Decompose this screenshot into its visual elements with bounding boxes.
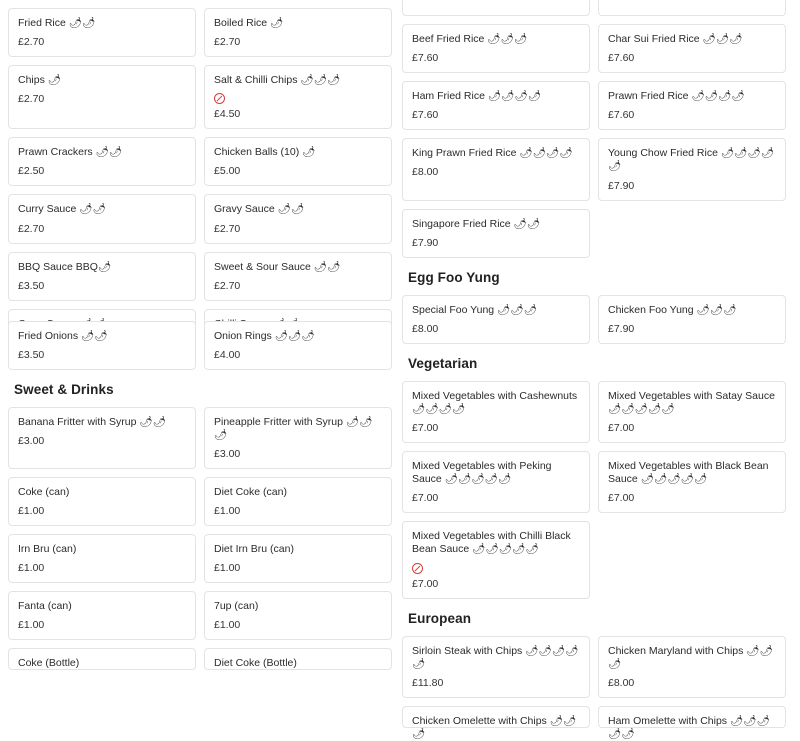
- menu-item-price: £2.70: [18, 222, 45, 235]
- menu-item-price: £7.60: [608, 109, 635, 122]
- section-title-european: European: [408, 610, 472, 626]
- menu-item-price: £2.70: [214, 36, 241, 49]
- left-menu-column: [0, 0, 400, 670]
- menu-item-name: Mixed Vegetables with Black Bean Sauce 🌶🌶🌶🌶🌶: [608, 460, 769, 486]
- menu-item-name: Prawn Fried Rice 🌶🌶🌶🌶: [608, 90, 745, 103]
- menu-item-name: 7up (can): [214, 600, 259, 613]
- fried-rice-grid: [402, 0, 792, 258]
- menu-item-card[interactable]: [402, 138, 590, 200]
- menu-item-card[interactable]: [204, 137, 392, 186]
- menu-item-price: £7.60: [412, 52, 439, 65]
- menu-item-name: Irn Bru (can): [18, 543, 77, 556]
- vegetarian-icon: [412, 563, 423, 574]
- menu-item-name: Beef Fried Rice 🌶🌶🌶: [412, 33, 528, 45]
- menu-item-card[interactable]: [8, 8, 196, 57]
- menu-item-price: £7.90: [608, 322, 635, 335]
- menu-item-price: £7.60: [412, 109, 439, 122]
- vegetarian-grid: [402, 381, 792, 599]
- menu-item-card[interactable]: [402, 381, 590, 443]
- menu-item-name: Young Chow Fried Rice 🌶🌶🌶🌶🌶: [608, 147, 775, 173]
- menu-item-name: Sweet & Sour Sauce 🌶🌶: [214, 260, 341, 273]
- menu-item-price: £7.90: [412, 236, 439, 249]
- menu-item-price: £7.00: [412, 577, 439, 590]
- menu-item-card[interactable]: [598, 451, 786, 513]
- menu-item-price: £2.70: [214, 222, 241, 235]
- menu-item-name: Salt & Chilli Chips 🌶🌶🌶: [214, 74, 341, 87]
- menu-item-name: Pineapple Fritter with Syrup 🌶🌶🌶: [214, 415, 373, 441]
- menu-item-price: £7.00: [608, 492, 635, 505]
- menu-item-card[interactable]: [8, 252, 196, 301]
- menu-item-price: £3.00: [18, 434, 45, 447]
- menu-item-card[interactable]: [204, 252, 392, 301]
- section-title-vegetarian: Vegetarian: [408, 355, 478, 371]
- menu-item-name: Coke (can): [18, 486, 70, 498]
- menu-item-card[interactable]: [402, 636, 590, 698]
- menu-item-name: Prawn Crackers 🌶🌶: [18, 146, 123, 159]
- menu-item-card[interactable]: [598, 295, 786, 344]
- menu-item-name: Special Foo Yung 🌶🌶🌶: [412, 303, 538, 316]
- section-title-egg-foo-yung: Egg Foo Yung: [408, 269, 500, 285]
- menu-item-name: Chicken Maryland with Chips 🌶🌶🌶: [608, 644, 773, 670]
- menu-item-price: £8.00: [608, 676, 635, 689]
- menu-item-name: Mixed Vegetables with Chilli Black Bean Sauce 🌶🌶🌶🌶🌶: [412, 530, 571, 556]
- menu-item-price: £1.00: [18, 562, 45, 575]
- menu-item-card-partial[interactable]: [598, 0, 786, 16]
- menu-item-card-partial[interactable]: [598, 706, 786, 740]
- menu-item-card[interactable]: [8, 65, 196, 129]
- menu-item-name: Banana Fritter with Syrup 🌶🌶: [18, 415, 167, 428]
- menu-item-name: Curry Sauce 🌶🌶: [18, 203, 106, 216]
- menu-item-card-partial[interactable]: [204, 648, 392, 670]
- menu-item-card[interactable]: [8, 477, 196, 526]
- european-grid: [402, 636, 792, 740]
- menu-item-card[interactable]: [204, 321, 392, 370]
- menu-item-name: Mixed Vegetables with Cashewnuts 🌶🌶🌶🌶: [412, 389, 578, 415]
- menu-item-price: £3.50: [18, 279, 45, 292]
- right-menu-column: [400, 0, 800, 740]
- menu-item-price: £7.00: [412, 422, 439, 434]
- menu-item-price: £1.00: [214, 619, 241, 632]
- menu-item-price: £1.00: [214, 562, 241, 575]
- menu-item-card[interactable]: [402, 521, 590, 598]
- menu-item-card-partial[interactable]: [402, 0, 590, 16]
- menu-item-name: Chicken Omelette with Chips 🌶🌶🌶: [412, 714, 577, 740]
- menu-item-name: Diet Coke (Bottle): [214, 657, 297, 670]
- sides-grid: [8, 8, 392, 370]
- menu-item-card[interactable]: [204, 407, 392, 469]
- menu-item-price: £2.70: [214, 279, 241, 292]
- menu-item-name: Ham Fried Rice 🌶🌶🌶🌶: [412, 90, 542, 103]
- menu-item-name: Ham Omelette with Chips 🌶🌶🌶🌶🌶: [608, 714, 770, 740]
- menu-item-price: £1.00: [214, 505, 241, 518]
- menu-item-price: £2.70: [18, 36, 45, 49]
- menu-item-card[interactable]: [204, 534, 392, 583]
- menu-item-price: £3.50: [18, 348, 45, 361]
- menu-item-card[interactable]: [204, 477, 392, 526]
- menu-item-name: Boiled Rice 🌶: [214, 17, 284, 29]
- menu-item-name: Mixed Vegetables with Peking Sauce 🌶🌶🌶🌶🌶: [412, 460, 552, 486]
- menu-item-price: £3.00: [214, 448, 241, 460]
- menu-item-name: Chicken Balls (10) 🌶: [214, 146, 316, 159]
- menu-item-price: £8.00: [412, 322, 439, 335]
- menu-item-card[interactable]: [204, 65, 392, 129]
- menu-item-card[interactable]: [204, 8, 392, 57]
- menu-item-name: Gravy Sauce 🌶🌶: [214, 203, 305, 216]
- menu-item-name: Onion Rings 🌶🌶🌶: [214, 329, 315, 342]
- menu-item-price: £11.80: [412, 676, 444, 689]
- menu-item-price: £1.00: [18, 619, 45, 632]
- menu-item-name: Diet Coke (can): [214, 486, 287, 498]
- section-title-sweet-drinks: Sweet & Drinks: [14, 381, 114, 397]
- menu-item-name: Coke (Bottle): [18, 657, 80, 670]
- menu-item-card[interactable]: [8, 194, 196, 243]
- menu-item-card[interactable]: [598, 138, 786, 200]
- menu-item-card[interactable]: [402, 451, 590, 513]
- menu-item-price: £7.90: [608, 179, 635, 192]
- menu-item-card[interactable]: [598, 24, 786, 73]
- menu-item-name: BBQ Sauce BBQ🌶: [18, 260, 112, 273]
- menu-item-card[interactable]: [8, 407, 196, 469]
- menu-item-price: £7.00: [412, 492, 439, 505]
- menu-item-name: Chips 🌶: [18, 74, 62, 87]
- menu-item-card[interactable]: [598, 381, 786, 443]
- menu-item-card[interactable]: [204, 591, 392, 640]
- menu-item-card[interactable]: [8, 137, 196, 186]
- menu-item-card[interactable]: [598, 636, 786, 698]
- menu-item-card[interactable]: [402, 209, 590, 258]
- menu-item-name: Fried Rice 🌶🌶: [18, 17, 96, 29]
- menu-item-price: £2.70: [18, 93, 45, 106]
- menu-item-price: £4.50: [214, 108, 241, 121]
- menu-item-name: Chicken Foo Yung 🌶🌶🌶: [608, 303, 737, 316]
- menu-item-name: Mixed Vegetables with Satay Sauce 🌶🌶🌶🌶🌶: [608, 389, 775, 415]
- menu-item-card[interactable]: [598, 81, 786, 130]
- menu-item-price: £2.50: [18, 165, 45, 178]
- menu-item-name: Fanta (can): [18, 600, 72, 613]
- menu-item-name: Singapore Fried Rice 🌶🌶: [412, 217, 541, 230]
- menu-item-card[interactable]: [8, 534, 196, 583]
- menu-item-card[interactable]: [402, 295, 590, 344]
- menu-item-price: £5.00: [214, 165, 241, 178]
- menu-item-name: Char Sui Fried Rice 🌶🌶🌶: [608, 33, 743, 45]
- menu-item-price: £8.00: [412, 166, 439, 179]
- egg-foo-yung-grid: [402, 295, 792, 344]
- menu-item-name: Sirloin Steak with Chips 🌶🌶🌶🌶🌶: [412, 644, 579, 670]
- menu-item-price: £7.00: [608, 422, 635, 434]
- vegetarian-icon: [214, 93, 225, 104]
- menu-item-card[interactable]: [8, 591, 196, 640]
- menu-item-card[interactable]: [402, 81, 590, 130]
- menu-item-name: King Prawn Fried Rice 🌶🌶🌶🌶: [412, 147, 573, 160]
- menu-item-price: £7.60: [608, 52, 635, 65]
- menu-item-card-partial[interactable]: [402, 706, 590, 740]
- menu-item-name: Fried Onions 🌶🌶: [18, 329, 108, 342]
- menu-item-price: £4.00: [214, 348, 241, 361]
- menu-item-card[interactable]: [204, 194, 392, 243]
- menu-item-price: £1.00: [18, 505, 45, 518]
- menu-item-card[interactable]: [402, 24, 590, 73]
- menu-item-card-partial[interactable]: [8, 648, 196, 670]
- sweet-drinks-grid: [8, 407, 392, 671]
- menu-item-card[interactable]: [8, 321, 196, 370]
- menu-item-name: Diet Irn Bru (can): [214, 543, 294, 556]
